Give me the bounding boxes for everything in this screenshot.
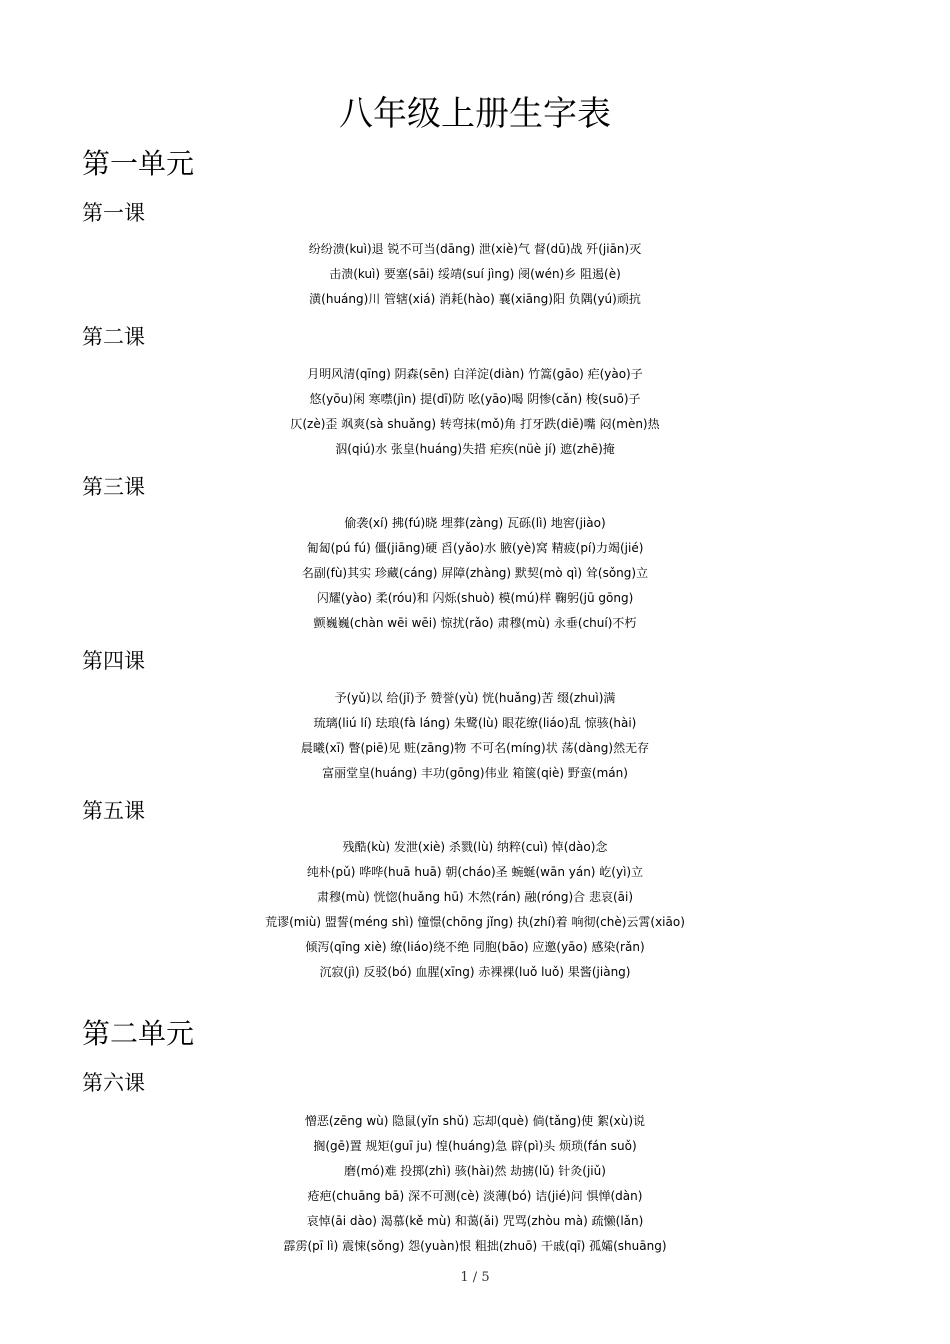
unit-title: 第一单元 <box>82 147 195 180</box>
vocab-line: 哀悼(āi dào) 渴慕(kě mù) 和蔼(ǎi) 咒骂(zhòu mà) 疏懒(lǎn) <box>306 1214 644 1228</box>
vocab-line: 偷袭(xí) 拂(fú)晓 埋葬(zàng) 瓦砾(lì) 地窖(jiào) <box>344 516 606 530</box>
vocab-line: 纯朴(pǔ) 哗哗(huā huā) 朝(cháo)圣 蜿蜒(wān yán) 屹(yì)立 <box>306 865 644 879</box>
vocab-line: 霹雳(pī lì) 震悚(sǒng) 怨(yuàn)恨 粗拙(zhuō) 干戚(qī) 孤孀(shuāng) <box>283 1239 667 1253</box>
lesson-title: 第五课 <box>82 799 145 823</box>
vocab-line: 匍匐(pú fú) 僵(jiāng)硬 舀(yǎo)水 腋(yè)窝 精疲(pí)力竭(jié) <box>306 541 644 555</box>
vocab-line: 闪耀(yào) 柔(róu)和 闪烁(shuò) 模(mú)样 鞠躬(jū gōng) <box>316 591 634 605</box>
vocab-line: 搁(gē)置 规矩(guī ju) 惶(huáng)急 辟(pì)头 烦琐(fán suǒ) <box>313 1139 637 1153</box>
vocab-line: 纷纷溃(kuì)退 锐不可当(dāng) 泄(xiè)气 督(dū)战 歼(jiān)灭 <box>308 242 642 256</box>
vocab-line: 仄(zè)歪 飒爽(sà shuǎng) 转弯抹(mǒ)角 打牙跌(diē)嘴 闷(mèn)热 <box>290 417 660 431</box>
lesson-title: 第一课 <box>82 201 145 225</box>
vocab-line: 倾泻(qīng xiè) 缭(liáo)绕不绝 同胞(bāo) 应邀(yāo) 感染(rǎn) <box>305 940 645 954</box>
vocab-line: 名副(fù)其实 珍藏(cáng) 屏障(zhàng) 默契(mò qì) 耸(sǒng)立 <box>301 566 649 580</box>
vocab-line: 月明风清(qīng) 阴森(sēn) 白洋淀(diàn) 竹篙(gāo) 疟(yào)子 <box>307 367 643 381</box>
vocab-line: 琉璃(liú lí) 珐琅(fà láng) 朱鹭(lù) 眼花缭(liáo)乱 惊骇(hài) <box>313 716 637 730</box>
vocab-line: 荒谬(miù) 盟誓(méng shì) 憧憬(chōng jǐng) 执(zhí)着 响彻(chè)云霄(xiāo) <box>265 915 685 929</box>
vocab-line: 予(yǔ)以 给(jǐ)予 赞誉(yù) 恍(huǎng)苦 缀(zhuì)满 <box>334 691 616 705</box>
vocab-line: 晨曦(xī) 瞥(piē)见 赃(zāng)物 不可名(míng)状 荡(dàng)然无存 <box>300 741 650 755</box>
vocab-line: 沉寂(jì) 反驳(bó) 血腥(xīng) 赤裸裸(luǒ luǒ) 果酱(jiàng) <box>319 965 631 979</box>
lesson-title: 第二课 <box>82 325 145 349</box>
unit-title: 第二单元 <box>82 1017 195 1050</box>
vocab-line: 击溃(kuì) 要塞(sāi) 绥靖(suí jìng) 阌(wén)乡 阻遏(è) <box>329 267 621 281</box>
vocab-line: 疮疤(chuāng bā) 深不可测(cè) 淡薄(bó) 诘(jié)问 惧惮(dàn) <box>307 1189 643 1203</box>
lesson-title: 第六课 <box>82 1071 145 1095</box>
lesson-title: 第三课 <box>82 475 145 499</box>
vocab-line: 潢(huáng)川 管辖(xiá) 消耗(hào) 襄(xiāng)阳 负隅(yú)顽抗 <box>309 292 641 306</box>
vocab-line: 残酷(kù) 发泄(xiè) 杀戮(lù) 纳粹(cuì) 悼(dào)念 <box>342 840 608 854</box>
vocab-line: 磨(mó)难 投掷(zhì) 骇(hài)然 劫掳(lǔ) 针灸(jiǔ) <box>344 1164 606 1178</box>
lesson-title: 第四课 <box>82 649 145 673</box>
vocab-line: 悠(yōu)闲 寒噤(jìn) 提(dī)防 吆(yāo)喝 阴惨(cǎn) 梭(suō)子 <box>309 392 641 406</box>
vocab-line: 肃穆(mù) 恍惚(huǎng hū) 木然(rán) 融(róng)合 悲哀(āi) <box>317 890 633 904</box>
vocab-line: 憎恶(zēng wù) 隐鼠(yǐn shǔ) 忘却(què) 倘(tǎng)使 絮(xù)说 <box>304 1114 646 1128</box>
document-title: 八年级上册生字表 <box>339 94 611 134</box>
vocab-line: 富丽堂皇(huáng) 丰功(gōng)伟业 箱箧(qiè) 野蛮(mán) <box>322 766 628 780</box>
vocab-line: 泅(qiú)水 张皇(huáng)失措 疟疾(nüè jí) 遮(zhē)掩 <box>335 442 615 456</box>
page-number: 1 / 5 <box>460 1270 490 1285</box>
vocab-line: 颤巍巍(chàn wēi wēi) 惊扰(rǎo) 肃穆(mù) 永垂(chuí)不朽 <box>313 616 637 630</box>
